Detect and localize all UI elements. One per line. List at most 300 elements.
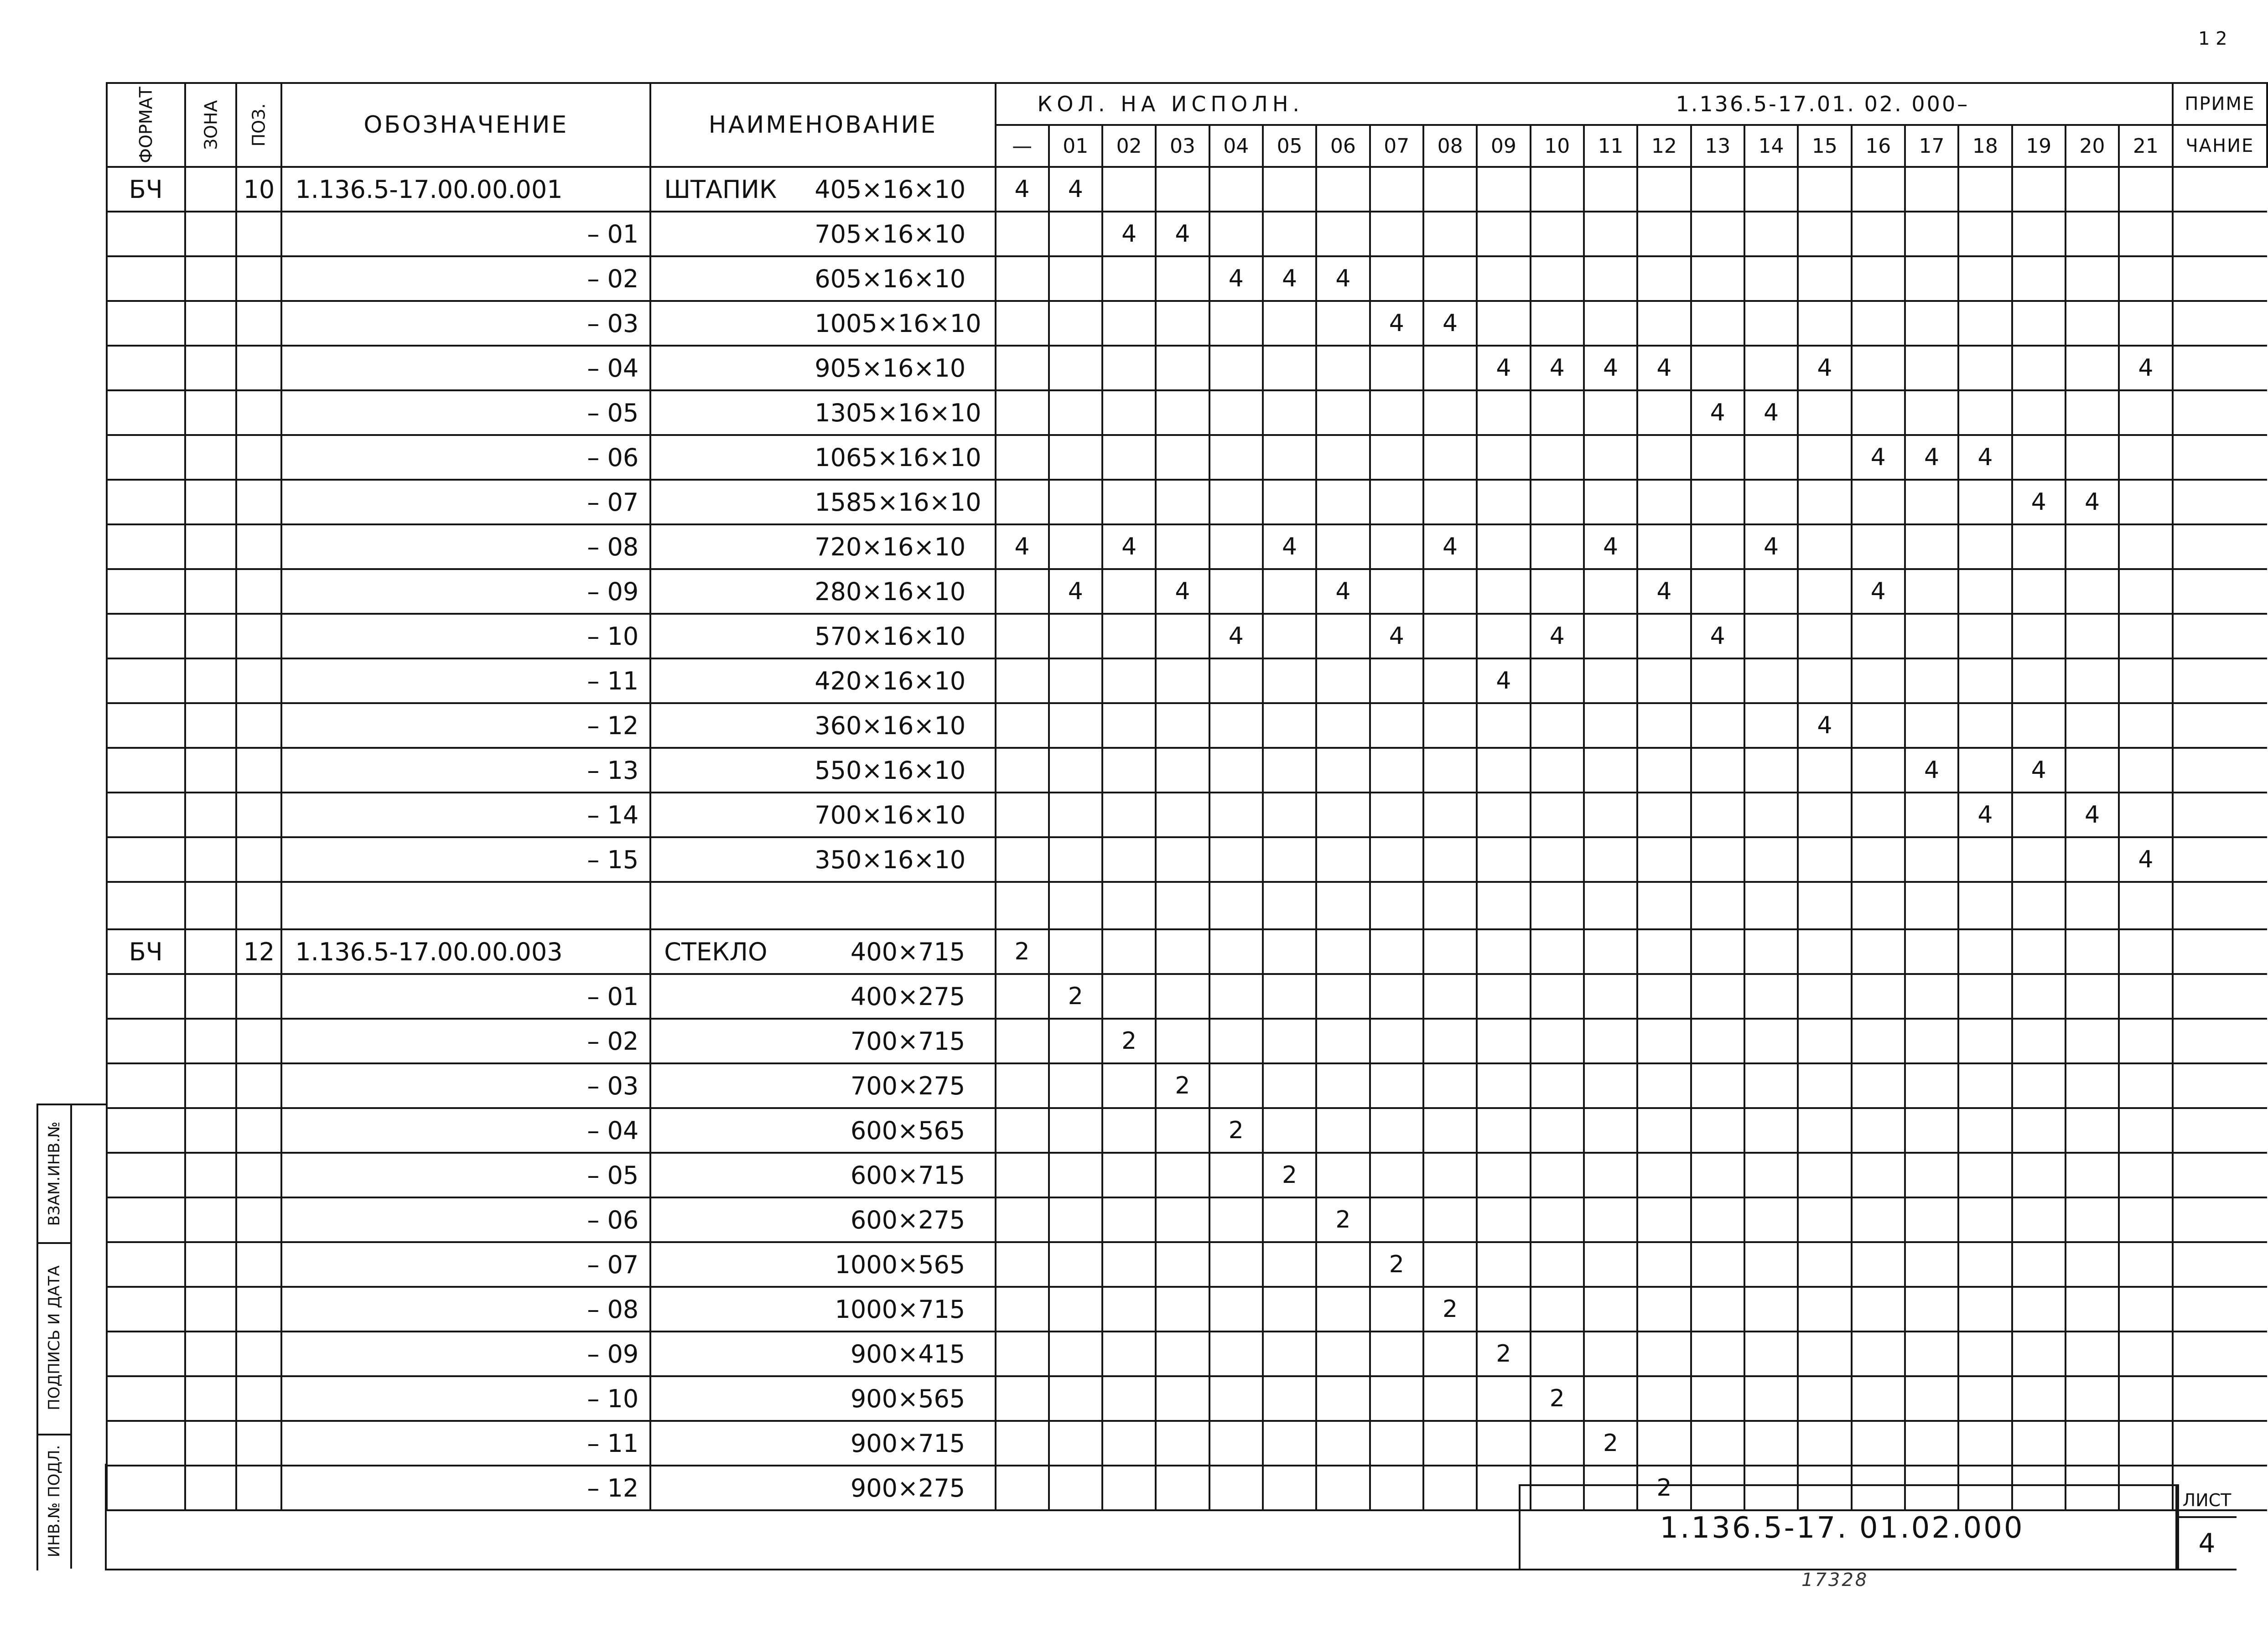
qty-cell (1744, 793, 1798, 837)
qty-cell: 4 (1744, 524, 1798, 569)
pos-cell (236, 301, 281, 346)
qty-cell: 2 (1477, 1332, 1530, 1376)
qty-cell (1584, 1242, 1637, 1287)
variant-header: 04 (1209, 125, 1263, 167)
qty-cell (1049, 212, 1102, 256)
qty-cell (1209, 1421, 1263, 1466)
qty-cell (1958, 703, 2012, 748)
format-cell (107, 346, 185, 390)
format-cell (107, 569, 185, 614)
variant-header: 03 (1156, 125, 1209, 167)
designation-cell: – 10 (281, 1376, 650, 1421)
qty-cell (1531, 974, 1584, 1019)
qty-cell (1905, 1242, 1958, 1287)
qty-cell (1531, 167, 1584, 212)
qty-cell (2066, 974, 2119, 1019)
table-row (107, 658, 2267, 703)
qty-cell (1744, 1287, 1798, 1332)
qty-cell (1852, 658, 1905, 703)
qty-per-variant-header (996, 83, 2173, 125)
qty-cell: 4 (2012, 480, 2066, 524)
designation-cell: 1.136.5-17.00.00.001 (281, 167, 650, 212)
qty-cell: 4 (1477, 346, 1530, 390)
qty-cell (1423, 569, 1477, 614)
qty-cell (1263, 882, 1316, 929)
note-cell (2173, 301, 2267, 346)
pos-cell (236, 256, 281, 301)
qty-cell (1531, 569, 1584, 614)
qty-cell (2119, 974, 2172, 1019)
qty-cell (2012, 1063, 2066, 1108)
variant-header: 08 (1423, 125, 1477, 167)
qty-cell (1370, 1019, 1423, 1063)
designation-cell: – 03 (281, 1063, 650, 1108)
qty-cell (2012, 167, 2066, 212)
note-cell (2173, 1242, 2267, 1287)
qty-cell (996, 346, 1049, 390)
item-dimensions: 700×715 (850, 1026, 965, 1056)
qty-cell (996, 658, 1049, 703)
title-block (1519, 1484, 2179, 1570)
table-row (107, 524, 2267, 569)
qty-cell (1316, 1332, 1370, 1376)
qty-cell (1049, 748, 1102, 793)
pos-cell (236, 1332, 281, 1376)
qty-cell (1958, 837, 2012, 882)
qty-cell (2119, 256, 2172, 301)
note-cell (2173, 1019, 2267, 1063)
qty-cell (1049, 524, 1102, 569)
item-dimensions: 570×16×10 (815, 622, 966, 651)
qty-cell (2119, 703, 2172, 748)
format-cell (107, 1019, 185, 1063)
note-cell (2173, 1332, 2267, 1376)
table-row (107, 1108, 2267, 1153)
qty-cell (1156, 929, 1209, 974)
qty-cell (1958, 929, 2012, 974)
qty-cell (1102, 1197, 1156, 1242)
qty-cell (996, 1421, 1049, 1466)
note-header-top: ПРИМЕ (2173, 83, 2267, 125)
qty-cell (1798, 524, 1851, 569)
qty-cell (1958, 1019, 2012, 1063)
variant-base-code: 1.136.5-17.01. 02. 000– (1676, 92, 1970, 116)
qty-cell (1102, 1287, 1156, 1332)
qty-cell (1209, 212, 1263, 256)
qty-cell (1905, 1197, 1958, 1242)
qty-cell (1852, 793, 1905, 837)
qty-cell (1156, 1242, 1209, 1287)
qty-cell (1049, 435, 1102, 480)
qty-cell (1584, 929, 1637, 974)
variant-header: — (996, 125, 1049, 167)
qty-cell (1423, 703, 1477, 748)
qty-cell (1209, 346, 1263, 390)
qty-cell (1637, 658, 1691, 703)
format-cell (107, 882, 185, 929)
sheet-label: ЛИСТ (2177, 1484, 2237, 1518)
zone-cell (185, 703, 237, 748)
qty-cell (996, 882, 1049, 929)
qty-cell (1905, 212, 1958, 256)
qty-cell (1584, 212, 1637, 256)
zone-cell (185, 301, 237, 346)
qty-cell (1531, 256, 1584, 301)
qty-cell (1049, 837, 1102, 882)
qty-cell (1423, 1197, 1477, 1242)
qty-cell (1584, 1019, 1637, 1063)
variant-header: 13 (1691, 125, 1744, 167)
qty-cell (1263, 1421, 1316, 1466)
designation-cell: – 07 (281, 1242, 650, 1287)
qty-cell (1584, 748, 1637, 793)
qty-cell (1209, 929, 1263, 974)
qty-cell (1744, 1421, 1798, 1466)
qty-cell (1263, 1108, 1316, 1153)
qty-cell (996, 614, 1049, 658)
designation-cell: – 04 (281, 346, 650, 390)
qty-cell (1049, 1153, 1102, 1197)
qty-cell (2012, 793, 2066, 837)
qty-cell (1958, 882, 2012, 929)
qty-cell (1477, 569, 1530, 614)
qty-cell (1049, 1376, 1102, 1421)
qty-cell (2012, 1108, 2066, 1153)
pos-cell (236, 974, 281, 1019)
qty-cell (1798, 480, 1851, 524)
qty-cell (1852, 614, 1905, 658)
qty-cell (1209, 1063, 1263, 1108)
note-cell (2173, 1108, 2267, 1153)
qty-cell (1209, 301, 1263, 346)
qty-cell (1370, 1376, 1423, 1421)
qty-cell (1049, 1063, 1102, 1108)
pos-cell (236, 524, 281, 569)
qty-cell (1637, 793, 1691, 837)
pos-cell (236, 346, 281, 390)
name-cell (650, 1287, 995, 1332)
qty-cell (1370, 748, 1423, 793)
qty-cell (1423, 748, 1477, 793)
qty-cell (1423, 614, 1477, 658)
qty-cell (1209, 748, 1263, 793)
qty-cell (1102, 167, 1156, 212)
qty-cell (2012, 1019, 2066, 1063)
qty-cell: 4 (996, 524, 1049, 569)
qty-cell (1102, 658, 1156, 703)
item-dimensions: 900×565 (850, 1384, 965, 1413)
qty-cell (1958, 1287, 2012, 1332)
qty-cell (1744, 1063, 1798, 1108)
qty-cell (1958, 569, 2012, 614)
qty-cell (1958, 1197, 2012, 1242)
qty-cell (1423, 435, 1477, 480)
qty-cell (1905, 346, 1958, 390)
qty-cell (1049, 614, 1102, 658)
table-row (107, 974, 2267, 1019)
qty-cell (2012, 929, 2066, 974)
qty-cell (1102, 1421, 1156, 1466)
qty-cell (1852, 929, 1905, 974)
variant-header: 16 (1852, 125, 1905, 167)
left-margin-strip (36, 1104, 107, 1570)
pos-cell (236, 1376, 281, 1421)
qty-cell (1477, 614, 1530, 658)
qty-cell (2066, 1242, 2119, 1287)
qty-cell (2012, 390, 2066, 435)
qty-cell (1798, 1108, 1851, 1153)
note-cell (2173, 614, 2267, 658)
name-cell (650, 212, 995, 256)
qty-cell (1798, 1332, 1851, 1376)
qty-cell (1637, 167, 1691, 212)
qty-cell (1370, 167, 1423, 212)
qty-cell (1423, 658, 1477, 703)
name-cell (650, 1108, 995, 1153)
qty-cell (1798, 212, 1851, 256)
name-cell (650, 882, 995, 929)
qty-cell (1370, 524, 1423, 569)
format-cell (107, 1242, 185, 1287)
format-cell (107, 256, 185, 301)
format-cell (107, 658, 185, 703)
qty-cell (1423, 929, 1477, 974)
qty-title: КОЛ. НА ИСПОЛН. (1037, 92, 1304, 116)
qty-cell (1744, 1332, 1798, 1376)
qty-cell (2066, 212, 2119, 256)
format-cell (107, 1108, 185, 1153)
qty-cell (1316, 837, 1370, 882)
qty-cell (1852, 524, 1905, 569)
qty-cell (1958, 301, 2012, 346)
qty-cell (1905, 390, 1958, 435)
qty-cell (2012, 524, 2066, 569)
qty-cell (1958, 658, 2012, 703)
qty-cell (1958, 1063, 2012, 1108)
qty-cell (1531, 301, 1584, 346)
qty-cell (1477, 1063, 1530, 1108)
qty-cell: 4 (1691, 390, 1744, 435)
item-dimensions: 1000×715 (835, 1295, 965, 1324)
qty-cell (1102, 1376, 1156, 1421)
qty-cell (996, 435, 1049, 480)
format-cell (107, 793, 185, 837)
qty-cell (1263, 167, 1316, 212)
table-row (107, 390, 2267, 435)
qty-cell (1477, 301, 1530, 346)
zone-cell (185, 929, 237, 974)
designation-cell: – 11 (281, 658, 650, 703)
name-cell (650, 614, 995, 658)
variant-header: 21 (2119, 125, 2172, 167)
note-cell (2173, 837, 2267, 882)
qty-cell (1905, 1332, 1958, 1376)
qty-cell (1637, 837, 1691, 882)
name-cell (650, 703, 995, 748)
qty-cell (1744, 614, 1798, 658)
qty-cell (1691, 569, 1744, 614)
qty-cell (1905, 1287, 1958, 1332)
format-cell (107, 480, 185, 524)
qty-cell (996, 703, 1049, 748)
pos-cell (236, 212, 281, 256)
qty-cell (1852, 301, 1905, 346)
qty-cell: 4 (1370, 614, 1423, 658)
qty-cell (1102, 435, 1156, 480)
table-row (107, 1332, 2267, 1376)
qty-cell (1156, 480, 1209, 524)
qty-cell (1477, 1108, 1530, 1153)
name-cell (650, 1376, 995, 1421)
qty-cell (1156, 658, 1209, 703)
note-cell (2173, 212, 2267, 256)
qty-cell (1316, 167, 1370, 212)
qty-cell (1477, 480, 1530, 524)
qty-cell (1744, 480, 1798, 524)
qty-cell (1637, 1153, 1691, 1197)
qty-cell (1691, 435, 1744, 480)
designation-cell: – 04 (281, 1108, 650, 1153)
qty-cell (1316, 524, 1370, 569)
qty-cell (1744, 435, 1798, 480)
qty-cell (1531, 1332, 1584, 1376)
table-row (107, 837, 2267, 882)
table-row (107, 1421, 2267, 1466)
qty-cell (2119, 1332, 2172, 1376)
qty-cell (2066, 569, 2119, 614)
qty-cell (1477, 1153, 1530, 1197)
item-dimensions: 1005×16×10 (815, 309, 981, 338)
qty-cell (1209, 974, 1263, 1019)
qty-cell (1423, 1063, 1477, 1108)
qty-cell (2066, 346, 2119, 390)
qty-cell (1477, 524, 1530, 569)
qty-cell: 4 (996, 167, 1049, 212)
item-dimensions: 600×565 (850, 1116, 965, 1145)
qty-cell (1102, 882, 1156, 929)
qty-cell (1852, 167, 1905, 212)
designation-cell: – 15 (281, 837, 650, 882)
qty-cell (1370, 929, 1423, 974)
qty-cell: 4 (1049, 569, 1102, 614)
qty-cell (1156, 167, 1209, 212)
qty-cell (1852, 1376, 1905, 1421)
qty-cell (1423, 1376, 1477, 1421)
zone-cell (185, 882, 237, 929)
qty-cell (1102, 1108, 1156, 1153)
qty-cell (2066, 301, 2119, 346)
zone-cell (185, 974, 237, 1019)
item-dimensions: 720×16×10 (815, 532, 966, 561)
qty-cell (1477, 167, 1530, 212)
variant-header: 01 (1049, 125, 1102, 167)
qty-cell (996, 837, 1049, 882)
qty-cell (1531, 524, 1584, 569)
table-row (107, 1197, 2267, 1242)
format-cell (107, 212, 185, 256)
qty-cell (1744, 703, 1798, 748)
qty-cell (1958, 346, 2012, 390)
item-dimensions: 420×16×10 (815, 666, 966, 695)
qty-cell (1370, 1197, 1423, 1242)
table-row (107, 1153, 2267, 1197)
qty-cell (1691, 1287, 1744, 1332)
qty-cell (1316, 301, 1370, 346)
qty-cell (1798, 301, 1851, 346)
zone-cell (185, 1063, 237, 1108)
qty-cell: 4 (1156, 212, 1209, 256)
format-cell (107, 1197, 185, 1242)
qty-cell (1423, 837, 1477, 882)
qty-cell (2012, 882, 2066, 929)
item-dimensions: 350×16×10 (815, 845, 966, 874)
qty-cell: 2 (1637, 1466, 1691, 1510)
name-cell (650, 167, 995, 212)
qty-cell (1370, 1108, 1423, 1153)
qty-cell (1263, 435, 1316, 480)
qty-cell (1905, 256, 1958, 301)
qty-cell (996, 1063, 1049, 1108)
qty-cell: 2 (1423, 1287, 1477, 1332)
qty-cell (1905, 1153, 1958, 1197)
qty-cell (1423, 1332, 1477, 1376)
qty-cell (1905, 974, 1958, 1019)
qty-cell (996, 1242, 1049, 1287)
qty-cell (996, 256, 1049, 301)
qty-cell (1637, 256, 1691, 301)
name-cell (650, 748, 995, 793)
pos-cell (236, 1421, 281, 1466)
qty-cell (2012, 1421, 2066, 1466)
qty-cell: 4 (1691, 614, 1744, 658)
exchange-inv-label: ВЗАМ.ИНВ.№ (45, 1121, 63, 1226)
variant-header: 19 (2012, 125, 2066, 167)
format-header: ФОРМАТ (107, 83, 185, 167)
name-cell (650, 1332, 995, 1376)
qty-cell (1477, 256, 1530, 301)
qty-cell (1209, 435, 1263, 480)
qty-cell: 4 (2119, 837, 2172, 882)
note-cell (2173, 346, 2267, 390)
qty-cell (1102, 1332, 1156, 1376)
qty-cell (1102, 748, 1156, 793)
qty-cell (1316, 929, 1370, 974)
qty-cell (1209, 793, 1263, 837)
qty-cell (1423, 793, 1477, 837)
qty-cell (1531, 1242, 1584, 1287)
qty-cell (1905, 167, 1958, 212)
note-cell (2173, 748, 2267, 793)
qty-cell (2119, 301, 2172, 346)
qty-cell (2066, 390, 2119, 435)
qty-cell: 4 (2066, 480, 2119, 524)
qty-cell (1049, 480, 1102, 524)
qty-cell (1370, 837, 1423, 882)
qty-cell (1209, 1287, 1263, 1332)
pos-cell: 12 (236, 929, 281, 974)
qty-cell (1531, 1287, 1584, 1332)
orig-inv-label: ИНВ.№ ПОДЛ. (45, 1445, 63, 1558)
pos-cell (236, 1242, 281, 1287)
qty-cell (1316, 212, 1370, 256)
zone-cell (185, 1108, 237, 1153)
variant-header: 20 (2066, 125, 2119, 167)
designation-cell: – 09 (281, 569, 650, 614)
qty-cell: 4 (1531, 346, 1584, 390)
qty-cell (1370, 793, 1423, 837)
note-cell (2173, 390, 2267, 435)
item-dimensions: 400×715 (850, 937, 965, 966)
